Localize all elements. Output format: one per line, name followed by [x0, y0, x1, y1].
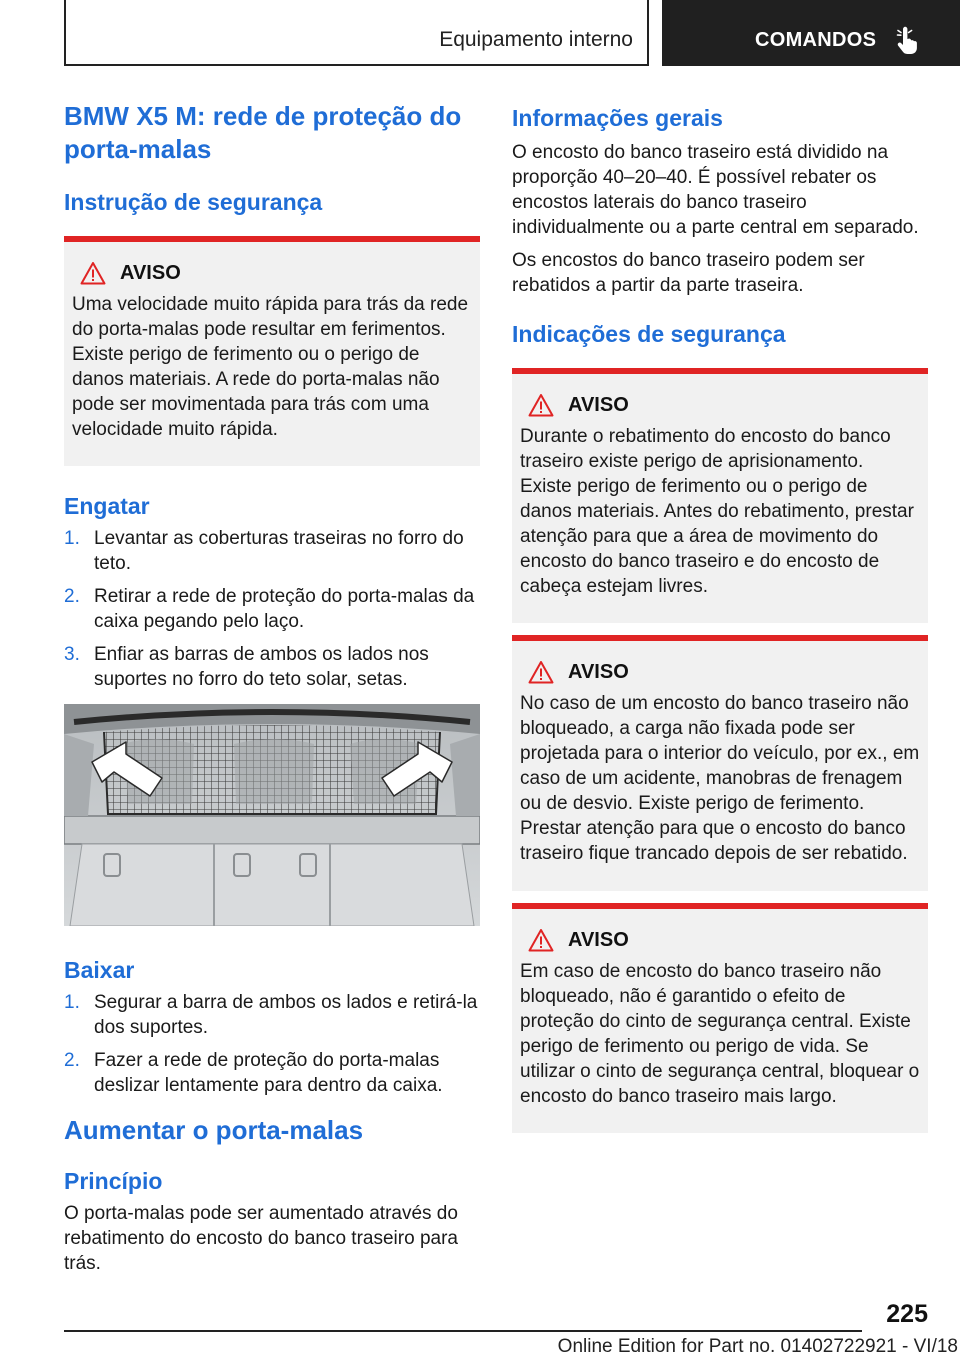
page-number: 225: [886, 1300, 928, 1328]
heading-principle: Princípio: [64, 1168, 163, 1194]
header-frame: [64, 0, 649, 66]
footer-edition: Online Edition for Part no. 01402722921 - VI/18: [557, 1336, 958, 1357]
warning-text: Durante o rebatimento do encosto do banco traseiro existe perigo de aprisionamento. Existe perigo de ferimento ou o perigo de danos materiais. Antes do rebatimento, prestar atenção para que a área de movimento do encosto do banco traseiro e do encosto de cabeça estejam livres.: [520, 426, 914, 597]
footer-divider: [64, 1330, 862, 1332]
list-item: 1. Levantar as coberturas traseiras no forro do teto.: [64, 528, 464, 574]
warning-title: [520, 927, 920, 953]
warning-triangle-icon: [80, 261, 106, 285]
warning-title: [72, 260, 472, 286]
engage-steps: [64, 526, 480, 692]
heading-safety-notes: Indicações de segurança: [512, 321, 786, 347]
warning-box: [512, 368, 928, 623]
general-paragraph-1: O encosto do banco traseiro está dividido na proporção 40–20–40. É possível rebater os encostos laterais do banco traseiro individualmente ou a parte central em separado.: [512, 142, 919, 238]
list-item: 1. Segurar a barra de ambos os lados e retirá-la dos suportes.: [64, 992, 478, 1038]
right-column: [512, 100, 928, 1133]
heading-safety-instruction: Instrução de segurança: [64, 189, 323, 215]
list-item: 2. Fazer a rede de proteção do porta-malas deslizar lentamente para dentro da caixa.: [64, 1050, 443, 1096]
warning-label: AVISO: [568, 660, 629, 683]
list-item: 3. Enfiar as barras de ambos os lados nos suportes no forro do teto solar, setas.: [64, 644, 429, 690]
header-section-title: Equipamento interno: [439, 28, 633, 51]
principle-text: O porta-malas pode ser aumentado através do rebatimento do encosto do banco traseiro para trás.: [64, 1203, 458, 1274]
warning-text: Uma velocidade muito rápida para trás da rede do porta-malas pode resultar em ferimentos. Existe perigo de ferimento ou o perigo de danos materiais. A rede do porta-malas não pode ser movimentada para trás com uma velocidade muito rápida.: [72, 294, 469, 440]
warning-triangle-icon: [528, 660, 554, 684]
warning-label: AVISO: [120, 261, 181, 284]
list-item: 2. Retirar a rede de proteção do porta-malas da caixa pegando pelo laço.: [64, 586, 475, 632]
header-tab-comandos[interactable]: [662, 0, 960, 66]
warning-box: [512, 903, 928, 1133]
header-tab-label: COMANDOS: [755, 29, 877, 51]
warning-label: AVISO: [568, 393, 629, 416]
lower-steps: [64, 990, 480, 1098]
section-title-net: BMW X5 M: rede de proteção do porta-malas: [64, 101, 462, 164]
left-column: [64, 100, 480, 1276]
heading-general-info: Informações gerais: [512, 105, 723, 131]
warning-box: [64, 236, 480, 466]
warning-triangle-icon: [528, 928, 554, 952]
warning-label: AVISO: [568, 928, 629, 951]
warning-title: [520, 659, 920, 685]
warning-box: [512, 635, 928, 891]
warning-text: Em caso de encosto do banco traseiro não bloqueado, não é garantido o efeito de proteção do cinto de segurança central. Existe perigo de ferimento ou perigo de vida. Se utilizar o cinto de segurança central, bloquear o encosto do banco traseiro mais largo.: [520, 961, 920, 1107]
heading-engage: Engatar: [64, 493, 150, 519]
pointing-hand-icon: [892, 26, 922, 56]
warning-text: No caso de um encosto do banco traseiro não bloqueado, a carga não fixada pode ser projetada para o interior do veículo, por ex., em caso de um acidente, manobras de frenagem ou de desvio. Existe perigo de ferimento. Prestar atenção para que o encosto do banco traseiro fique trancado depois de ser rebatido.: [520, 693, 920, 864]
cargo-net-illustration: [64, 704, 480, 926]
section-title-enlarge: Aumentar o porta-malas: [64, 1115, 364, 1145]
warning-triangle-icon: [528, 393, 554, 417]
heading-lower: Baixar: [64, 957, 135, 983]
warning-title: [520, 392, 920, 418]
general-paragraph-2: Os encostos do banco traseiro podem ser rebatidos a partir da parte traseira.: [512, 250, 865, 296]
